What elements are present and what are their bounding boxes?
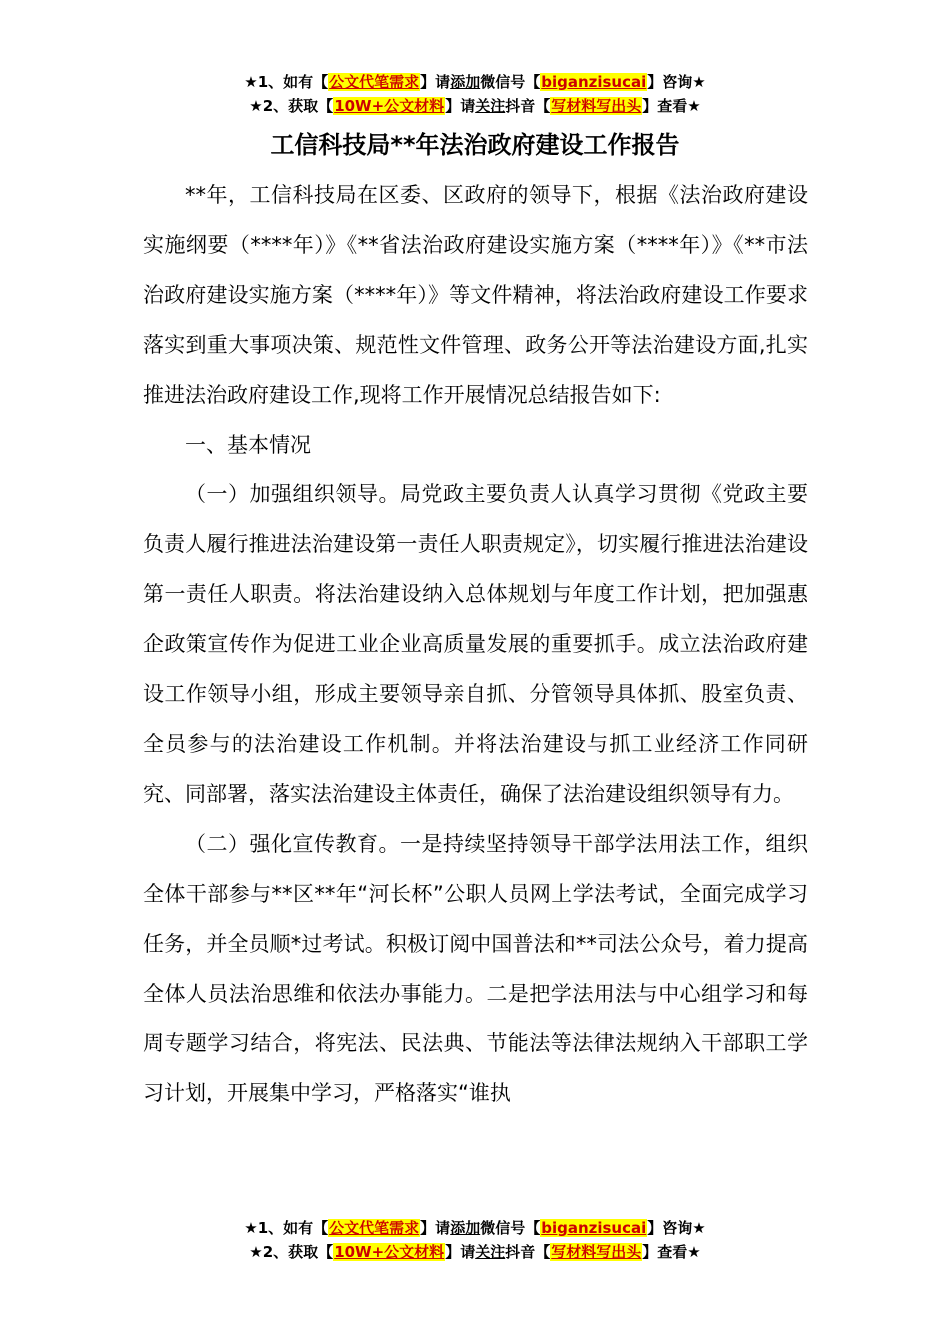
promo-text: ★1、如有【 xyxy=(244,1219,329,1237)
footer-promo-banner xyxy=(0,1216,950,1264)
promo-text: ★2、获取【 xyxy=(249,97,334,115)
promo-text: 】请 xyxy=(445,1243,476,1261)
promo-text: 】查看★ xyxy=(642,97,701,115)
promo-text: 微信号【 xyxy=(480,73,541,91)
promo-text: 】请 xyxy=(420,1219,451,1237)
promo-highlight: biganzisucai xyxy=(541,73,647,91)
promo-underlined-text: 关注 xyxy=(475,97,506,115)
promo-underlined-text: 添加 xyxy=(450,1219,481,1237)
promo-highlight: 公文代笔需求 xyxy=(329,73,420,91)
promo-line-1 xyxy=(0,1216,950,1240)
promo-highlight: 10W+公文材料 xyxy=(334,97,445,115)
document-title: 工信科技局**年法治政府建设工作报告 xyxy=(270,131,680,159)
promo-text: 】请 xyxy=(420,73,451,91)
section-heading: 一、基本情况 xyxy=(185,432,311,457)
promo-text: 抖音【 xyxy=(505,97,551,115)
paragraph-education: （二）强化宣传教育。一是持续坚持领导干部学法用法工作，组织全体干部参与**区**年“河长杯”公职人员网上学法考试，全面完成学习任务，并全员顺*过考试。积极订阅中国普法和**司法公众号，着力提高全体人员法治思维和依法办事能力。二是把学法用法与中心组学习和每周专题学习结合，将宪法、民法典、节能法等法律法规纳入干部职工学习计划，开展集中学习，严格落实“谁执 xyxy=(143,831,808,1106)
promo-line-2 xyxy=(0,1240,950,1264)
promo-line-1 xyxy=(0,70,950,94)
promo-underlined-text: 关注 xyxy=(475,1243,506,1261)
promo-text: 】查看★ xyxy=(642,1243,701,1261)
promo-text: 】请 xyxy=(445,97,476,115)
promo-text: 抖音【 xyxy=(505,1243,551,1261)
promo-text: 微信号【 xyxy=(480,1219,541,1237)
promo-underlined-text: 添加 xyxy=(450,73,481,91)
promo-text: 】咨询★ xyxy=(647,73,706,91)
promo-text: ★2、获取【 xyxy=(249,1243,334,1261)
header-promo-banner xyxy=(0,70,950,118)
promo-highlight: 写材料写出头 xyxy=(551,97,642,115)
promo-highlight: 公文代笔需求 xyxy=(329,1219,420,1237)
promo-highlight: 写材料写出头 xyxy=(551,1243,642,1261)
promo-text: ★1、如有【 xyxy=(244,73,329,91)
document-body xyxy=(143,171,808,1119)
promo-line-2 xyxy=(0,94,950,118)
paragraph-intro: **年，工信科技局在区委、区政府的领导下，根据《法治政府建设实施纲要（****年）》《**省法治政府建设实施方案（****年）》《**市法治政府建设实施方案（****年）》等文件精神，将法治政府建设工作要求落实到重大事项决策、规范性文件管理、政务公开等法治建设方面,扎实推进法治政府建设工作,现将工作开展情况总结报告如下: xyxy=(143,183,808,407)
promo-text: 】咨询★ xyxy=(647,1219,706,1237)
paragraph-organization: （一）加强组织领导。局党政主要负责人认真学习贯彻《党政主要负责人履行推进法治建设第一责任人职责规定》，切实履行推进法治建设第一责任人职责。将法治建设纳入总体规划与年度工作计划，把加强惠企政策宣传作为促进工业企业高质量发展的重要抓手。成立法治政府建设工作领导小组，形成主要领导亲自抓、分管领导具体抓、股室负责、全员参与的法治建设工作机制。并将法治建设与抓工业经济工作同研究、同部署，落实法治建设主体责任，确保了法治建设组织领导有力。 xyxy=(143,482,808,806)
promo-highlight: 10W+公文材料 xyxy=(334,1243,445,1261)
promo-highlight: biganzisucai xyxy=(541,1219,647,1237)
